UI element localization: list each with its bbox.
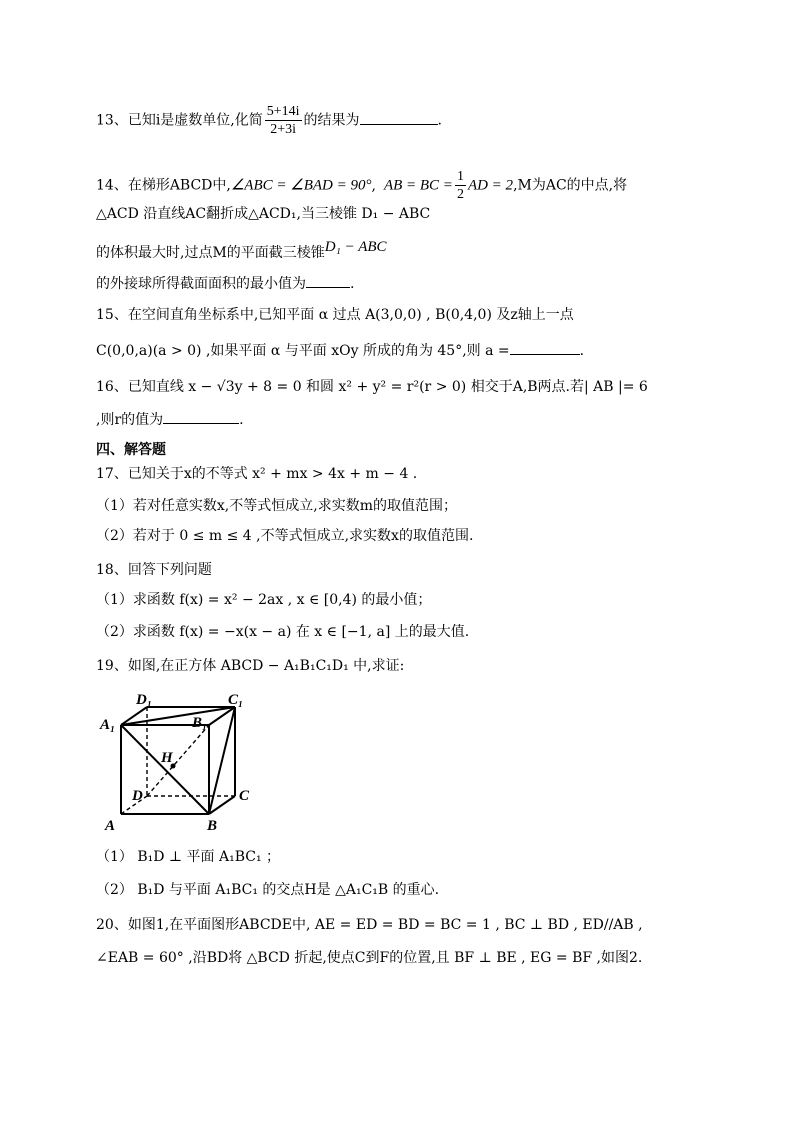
question-17-stem: 17、已知关于x的不等式 x² + mx > 4x + m − 4 .: [96, 466, 418, 482]
label-a1: A₁: [100, 717, 116, 733]
label-d: D: [132, 788, 143, 804]
label-c1: C₁: [228, 692, 244, 708]
question-19-stem: 19、如图,在正方体 ABCD − A₁B₁C₁D₁ 中,求证:: [96, 658, 405, 674]
question-20-line2: ∠EAB = 60° ,沿BD将 △BCD 折起,使点C到F的位置,且 BF ⊥ BE , EG = BF ,如图2.: [96, 950, 643, 966]
diagonal-a1-c1: [121, 707, 235, 725]
q15-line2-text: C(0,0,a)(a > 0) ,如果平面 α 与平面 xOy 所成的角为 45°,则 a =: [96, 343, 510, 359]
q14-answer-blank[interactable]: [306, 273, 350, 288]
q14-line4-text: 的外接球所得截面面积的最小值为: [96, 276, 306, 292]
question-14-line4: [96, 273, 354, 294]
q14-half-den: 2: [456, 187, 464, 202]
q16-line2-text: ,则r的值为: [96, 412, 164, 428]
q15-answer-blank[interactable]: [510, 340, 580, 355]
section-heading: 四、解答题: [96, 442, 166, 458]
question-18-stem: 18、回答下列问题: [96, 562, 212, 578]
q14-line3-prefix: 的体积最大时,过点M的平面截三棱锥: [96, 245, 325, 261]
question-20-line1: 20、如图1,在平面图形ABCDE中, AE = ED = BD = BC = 1 , BC ⊥ BD , ED//AB ,: [96, 917, 643, 933]
q14-comma: ,: [371, 177, 376, 194]
question-14-line1: [96, 168, 627, 203]
label-b: B: [207, 818, 218, 834]
question-14-line2: △ACD 沿直线AC翻折成△ACD₁,当三棱锥 D₁ − ABC: [96, 206, 431, 222]
q16-answer-blank[interactable]: [163, 409, 239, 424]
question-14-line3: [96, 239, 387, 263]
q13-denominator: 2+3i: [270, 122, 297, 137]
question-13: [96, 103, 442, 138]
question-19-part2: （2） B₁D 与平面 A₁BC₁ 的交点H是 △A₁C₁B 的重心.: [96, 882, 440, 898]
q13-suffix: 的结果为: [303, 112, 360, 129]
q13-fraction: [265, 103, 302, 138]
label-c: C: [239, 788, 250, 804]
question-18-part1: （1）求函数 f(x) = x² − 2ax , x ∈ [0,4) 的最小值；: [96, 592, 432, 608]
q16-period: .: [239, 412, 244, 428]
question-16-line2: [96, 409, 244, 430]
question-15-line1: 15、在空间直角坐标系中,已知平面 α 过点 A(3,0,0) , B(0,4,0) 及z轴上一点: [96, 307, 574, 323]
q14-half-fraction: [455, 168, 466, 203]
label-h: H: [161, 750, 173, 766]
q14-half-num: 1: [456, 169, 464, 184]
question-17-part1: （1）若对任意实数x,不等式恒成立,求实数m的取值范围；: [96, 498, 457, 514]
q13-period: .: [437, 112, 442, 129]
label-b1: B₁: [192, 715, 208, 731]
question-18-part2: （2）求函数 f(x) = −x(x − a) 在 x ∈ [−1, a] 上的最大值.: [96, 624, 470, 640]
cube-diagram: [96, 686, 266, 836]
question-15-line2: [96, 340, 584, 361]
q13-prefix: 13、已知i是虚数单位,化简: [96, 112, 263, 129]
q14-angle-equation: ∠ABC = ∠BAD = 90°: [230, 177, 372, 194]
q14-prefix: 14、在梯形ABCD中,: [96, 177, 231, 194]
q14-period: .: [350, 276, 355, 292]
q15-period: .: [579, 343, 585, 359]
label-d1: D₁: [136, 692, 153, 708]
q14-ab-equation: AB = BC =: [383, 177, 453, 194]
q13-numerator: 5+14i: [266, 104, 300, 119]
q14-ad-equation: AD = 2: [467, 177, 514, 194]
label-a: A: [105, 818, 116, 834]
question-17-part2: （2）若对于 0 ≤ m ≤ 4 ,不等式恒成立,求实数x的取值范围.: [96, 528, 474, 544]
question-16-line1: 16、已知直线 x − √3y + 8 = 0 和圆 x² + y² = r²(r > 0) 相交于A,B两点.若| AB |= 6: [96, 379, 648, 395]
question-19-part1: （1） B₁D ⊥ 平面 A₁BC₁ ；: [96, 849, 281, 865]
q14-line1-suffix: ,M为AC的中点,将: [513, 177, 628, 194]
q13-answer-blank[interactable]: [360, 110, 438, 125]
q14-line3-math: D₁ − ABC: [324, 239, 387, 255]
